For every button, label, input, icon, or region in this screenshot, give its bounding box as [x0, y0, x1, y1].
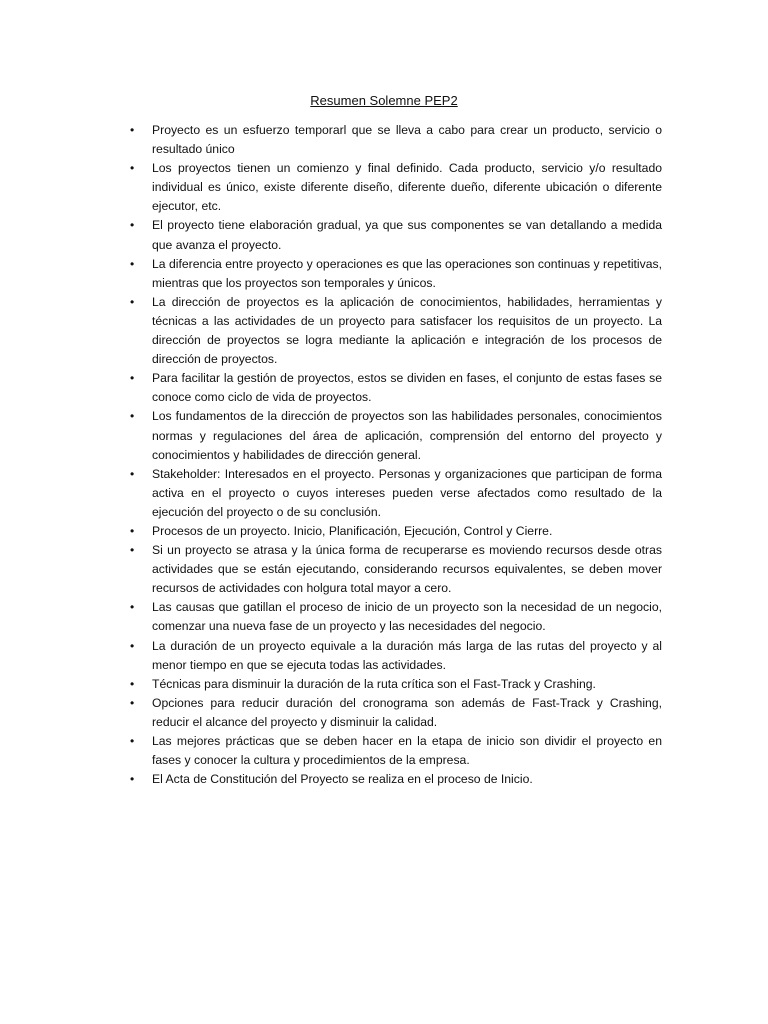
- bullet-icon: •: [130, 409, 135, 424]
- list-item: [118, 522, 662, 541]
- list-item: [118, 770, 662, 789]
- list-item-text: Los fundamentos de la dirección de proyectos son las habilidades personales, conocimientos normas y regulaciones del área de aplicación, comprensión del entorno del proyecto y conocimientos y habilidades de dirección general.: [152, 409, 662, 462]
- bullet-icon: •: [130, 161, 135, 176]
- list-item-text: Opciones para reducir duración del cronograma son además de Fast-Track y Crashing, reducir el alcance del proyecto y disminuir la calidad.: [152, 695, 662, 729]
- list-item-text: Los proyectos tienen un comienzo y final definido. Cada producto, servicio y/o resultado individual es único, existe diferente diseño, diferente dueño, diferente ubicación o diferente ejecutor, etc.: [152, 161, 662, 214]
- list-item-text: Las mejores prácticas que se deben hacer en la etapa de inicio son dividir el proyecto en fases y conocer la cultura y procedimientos de la empresa.: [152, 734, 662, 768]
- bullet-list: [118, 121, 662, 789]
- list-item: [118, 694, 662, 732]
- list-item-text: Técnicas para disminuir la duración de la ruta crítica son el Fast-Track y Crashing.: [152, 676, 596, 691]
- list-item: [118, 255, 662, 293]
- list-item-text: La diferencia entre proyecto y operaciones es que las operaciones son continuas y repetitivas, mientras que los proyectos son temporales y únicos.: [152, 256, 662, 290]
- list-item: [118, 675, 662, 694]
- list-item-text: La dirección de proyectos es la aplicación de conocimientos, habilidades, herramientas y técnicas a las actividades de un proyecto para satisfacer los requisitos de un proyecto. La dirección de proyectos se logra mediante la aplicación e integración de los procesos de dirección de proyectos.: [152, 294, 662, 367]
- list-item: [118, 407, 662, 464]
- list-item: [118, 216, 662, 254]
- list-item-text: El Acta de Constitución del Proyecto se realiza en el proceso de Inicio.: [152, 772, 533, 787]
- list-item: [118, 598, 662, 636]
- bullet-icon: •: [130, 543, 135, 558]
- list-item: [118, 541, 662, 598]
- bullet-icon: •: [130, 676, 135, 691]
- list-item: [118, 732, 662, 770]
- list-item-text: Si un proyecto se atrasa y la única forma de recuperarse es moviendo recursos desde otras actividades que se están ejecutando, considerando recursos equivalentes, se deben mover recursos de actividades con holgura total mayor a cero.: [152, 543, 662, 596]
- list-item-text: El proyecto tiene elaboración gradual, ya que sus componentes se van detallando a medida que avanza el proyecto.: [152, 218, 662, 252]
- bullet-icon: •: [130, 371, 135, 386]
- list-item: [118, 369, 662, 407]
- bullet-icon: •: [130, 600, 135, 615]
- bullet-icon: •: [130, 123, 135, 137]
- list-item: [118, 121, 662, 159]
- bullet-icon: •: [130, 523, 135, 538]
- list-item-text: Para facilitar la gestión de proyectos, estos se dividen en fases, el conjunto de estas fases se conoce como ciclo de vida de proyectos.: [152, 371, 662, 405]
- bullet-icon: •: [130, 256, 135, 271]
- bullet-icon: •: [130, 294, 135, 309]
- bullet-icon: •: [130, 734, 135, 748]
- bullet-icon: •: [130, 695, 135, 710]
- list-item-text: La duración de un proyecto equivale a la duración más larga de las rutas del proyecto y al menor tiempo en que se ejecuta todas las actividades.: [152, 638, 662, 672]
- list-item: [118, 159, 662, 216]
- bullet-icon: •: [130, 466, 135, 481]
- bullet-icon: •: [130, 772, 135, 787]
- list-item: [118, 637, 662, 675]
- list-item-text: Stakeholder: Interesados en el proyecto. Personas y organizaciones que participan de forma activa en el proyecto o cuyos intereses pueden verse afectados como resultado de la ejecución del proyecto o de su conclusión.: [152, 466, 662, 519]
- list-item: [118, 465, 662, 522]
- list-item-text: Procesos de un proyecto. Inicio, Planificación, Ejecución, Control y Cierre.: [152, 523, 553, 538]
- document-title: Resumen Solemne PEP2: [310, 93, 458, 108]
- bullet-icon: •: [130, 638, 135, 653]
- bullet-icon: •: [130, 218, 135, 233]
- list-item: [118, 293, 662, 369]
- list-item-text: Proyecto es un esfuerzo temporarl que se lleva a cabo para crear un producto, servicio o resultado único: [152, 123, 662, 157]
- list-item-text: Las causas que gatillan el proceso de inicio de un proyecto son la necesidad de un negocio, comenzar una nueva fase de un proyecto y las necesidades del negocio.: [152, 600, 662, 634]
